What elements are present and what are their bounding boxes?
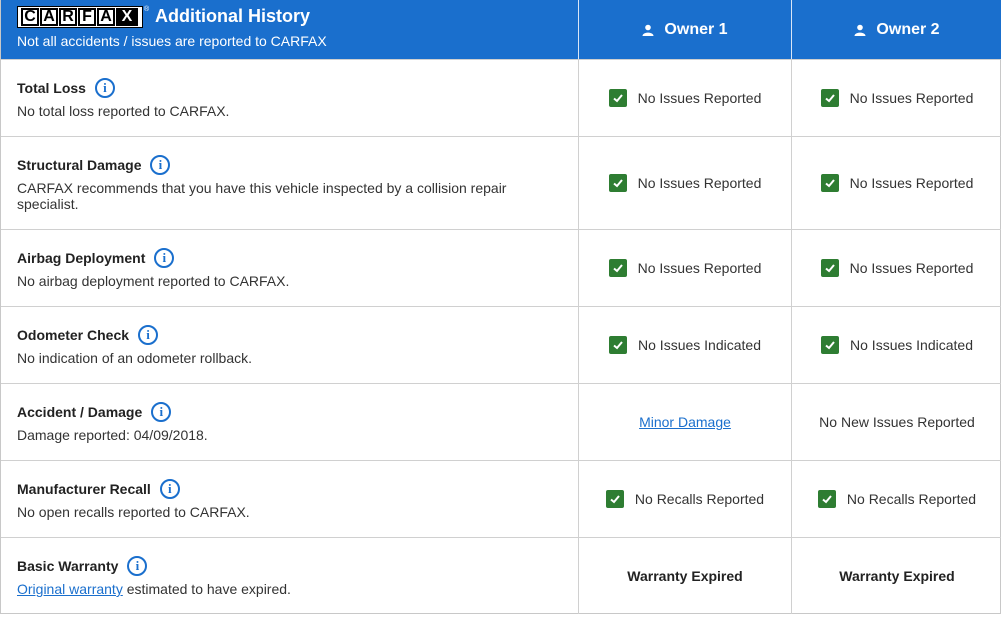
- section-title: Additional History: [155, 6, 311, 26]
- row-description: No airbag deployment reported to CARFAX.: [17, 273, 290, 289]
- row-title: Basic Warranty: [17, 558, 119, 574]
- owner-1-status: No Issues Indicated: [638, 337, 761, 353]
- owner-2-status: Warranty Expired: [839, 568, 955, 584]
- owner-2-status: No Issues Reported: [849, 260, 974, 276]
- row-description: [17, 581, 537, 597]
- row-description: No total loss reported to CARFAX.: [17, 103, 230, 119]
- owner-2-status: No New Issues Reported: [819, 414, 975, 430]
- table-row: [1, 59, 1001, 136]
- owner-1-header: [578, 0, 791, 59]
- checkbox-checked-icon: [821, 174, 839, 192]
- row-title: Accident / Damage: [17, 404, 143, 420]
- info-icon[interactable]: i: [95, 78, 115, 98]
- table-header: [1, 0, 1001, 59]
- owner-2-status: No Recalls Reported: [846, 491, 977, 507]
- checkbox-checked-icon: [609, 174, 627, 192]
- owner-2-status: No Issues Reported: [849, 90, 974, 106]
- row-title: Manufacturer Recall: [17, 481, 151, 497]
- table-row: [1, 460, 1001, 537]
- owner-1-status: Warranty Expired: [627, 568, 743, 584]
- row-description: No open recalls reported to CARFAX.: [17, 504, 250, 520]
- info-icon[interactable]: i: [160, 479, 180, 499]
- owner-1-status: No Issues Reported: [637, 175, 762, 191]
- checkbox-checked-icon: [609, 89, 627, 107]
- checkbox-checked-icon: [609, 336, 627, 354]
- info-icon[interactable]: i: [154, 248, 174, 268]
- checkbox-checked-icon: [821, 336, 839, 354]
- warranty-desc-text: estimated to have expired.: [122, 581, 291, 597]
- owner-1-status: No Issues Reported: [637, 260, 762, 276]
- person-icon: [854, 24, 866, 36]
- row-description: Damage reported: 04/09/2018.: [17, 427, 208, 443]
- header-title-cell: [1, 0, 578, 59]
- owner-2-header: [791, 0, 1001, 59]
- owner-1-label: Owner 1: [664, 20, 728, 38]
- owner-2-label: Owner 2: [876, 20, 940, 38]
- owner-1-status: No Issues Reported: [637, 90, 762, 106]
- row-title: Structural Damage: [17, 157, 142, 173]
- info-icon[interactable]: i: [127, 556, 147, 576]
- owner-1-status: No Recalls Reported: [634, 491, 765, 507]
- checkbox-checked-icon: [818, 490, 836, 508]
- checkbox-checked-icon: [821, 89, 839, 107]
- minor-damage-link[interactable]: Minor Damage: [639, 414, 731, 430]
- section-subtitle: Not all accidents / issues are reported to CARFAX: [17, 33, 327, 49]
- info-icon[interactable]: i: [138, 325, 158, 345]
- person-icon: [642, 24, 654, 36]
- row-description: CARFAX recommends that you have this vehicle inspected by a collision repair specialist.: [17, 180, 507, 212]
- row-title: Odometer Check: [17, 327, 130, 343]
- table-row: [1, 537, 1001, 614]
- row-title: Total Loss: [17, 80, 86, 96]
- checkbox-checked-icon: [606, 490, 624, 508]
- table-row: [1, 229, 1001, 306]
- row-description: No indication of an odometer rollback.: [17, 350, 253, 366]
- table-row: [1, 383, 1001, 460]
- carfax-logo: C A R F A X ®: [17, 6, 149, 28]
- info-icon[interactable]: i: [150, 155, 170, 175]
- owner-2-status: No Issues Reported: [849, 175, 974, 191]
- info-icon[interactable]: i: [151, 402, 171, 422]
- table-row: [1, 136, 1001, 229]
- original-warranty-link[interactable]: Original warranty: [17, 581, 123, 597]
- checkbox-checked-icon: [821, 259, 839, 277]
- row-title: Airbag Deployment: [17, 250, 146, 266]
- checkbox-checked-icon: [609, 259, 627, 277]
- table-row: [1, 306, 1001, 383]
- owner-2-status: No Issues Indicated: [850, 337, 973, 353]
